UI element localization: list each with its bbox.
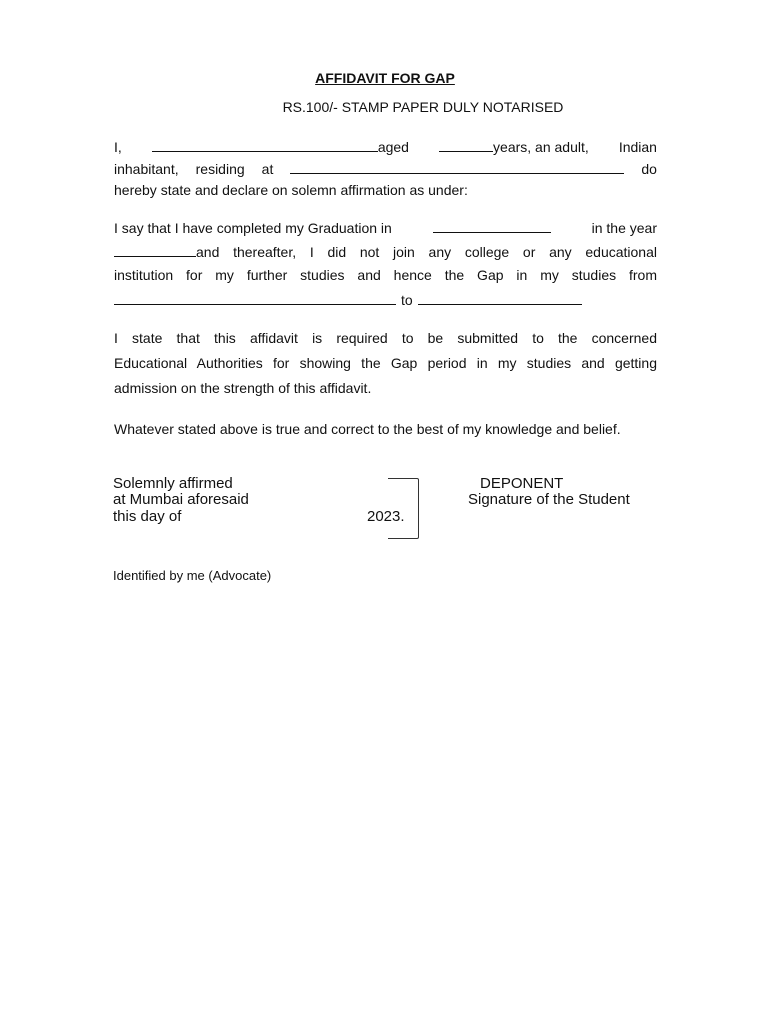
purpose-line-2: Educational Authorities for showing the Gap period in my studies and getting: [114, 355, 657, 371]
do-label: do: [641, 161, 657, 177]
solemnly-affirmed: Solemnly affirmed: [113, 475, 233, 492]
graduation-paragraph: [114, 219, 657, 315]
address-blank[interactable]: [290, 160, 624, 174]
residing-label: residing: [195, 161, 245, 177]
affirmation-year: 2023.: [367, 508, 405, 525]
student-signature-label: Signature of the Student: [468, 491, 630, 508]
institution-text: institution for my further studies and hence the Gap in my studies from: [114, 267, 657, 283]
advocate-identification: Identified by me (Advocate): [113, 568, 272, 583]
at-label: at: [261, 161, 274, 177]
signature-bracket: [388, 478, 419, 539]
thereafter-text: and thereafter, I did not join any college or any educational: [196, 244, 657, 260]
stamp-paper-note: RS.100/- STAMP PAPER DULY NOTARISED: [282, 99, 564, 115]
deponent-label: DEPONENT: [480, 475, 564, 492]
place-affirmed: at Mumbai aforesaid: [113, 491, 249, 508]
age-blank[interactable]: [439, 138, 493, 152]
truth-statement: Whatever stated above is true and correct to the best of my knowledge and belief.: [114, 421, 621, 437]
pronoun-i: I,: [114, 139, 122, 155]
purpose-line-1: I state that this affidavit is required to be submitted to the concerned: [114, 330, 657, 346]
in-year-label: in the year: [591, 220, 657, 236]
graduation-blank[interactable]: [433, 219, 551, 233]
year-blank[interactable]: [114, 243, 196, 257]
gap-from-blank[interactable]: [114, 291, 396, 305]
years-label: years, an adult,: [493, 139, 589, 155]
document-title: AFFIDAVIT FOR GAP: [315, 70, 455, 86]
name-blank[interactable]: [152, 138, 378, 152]
purpose-line-3: admission on the strength of this affidavit.: [114, 380, 372, 396]
aged-label: aged: [377, 139, 409, 155]
day-affirmed: this day of: [113, 508, 182, 525]
graduation-text: I say that I have completed my Graduation in: [114, 220, 392, 236]
declarant-paragraph: [114, 138, 657, 204]
gap-to-blank[interactable]: [418, 291, 582, 305]
to-label: to: [401, 292, 413, 308]
declaration-line: hereby state and declare on solemn affirmation as under:: [114, 182, 468, 198]
purpose-paragraph: [114, 330, 657, 405]
inhabitant-label: inhabitant,: [114, 161, 179, 177]
indian-label: Indian: [618, 139, 657, 155]
